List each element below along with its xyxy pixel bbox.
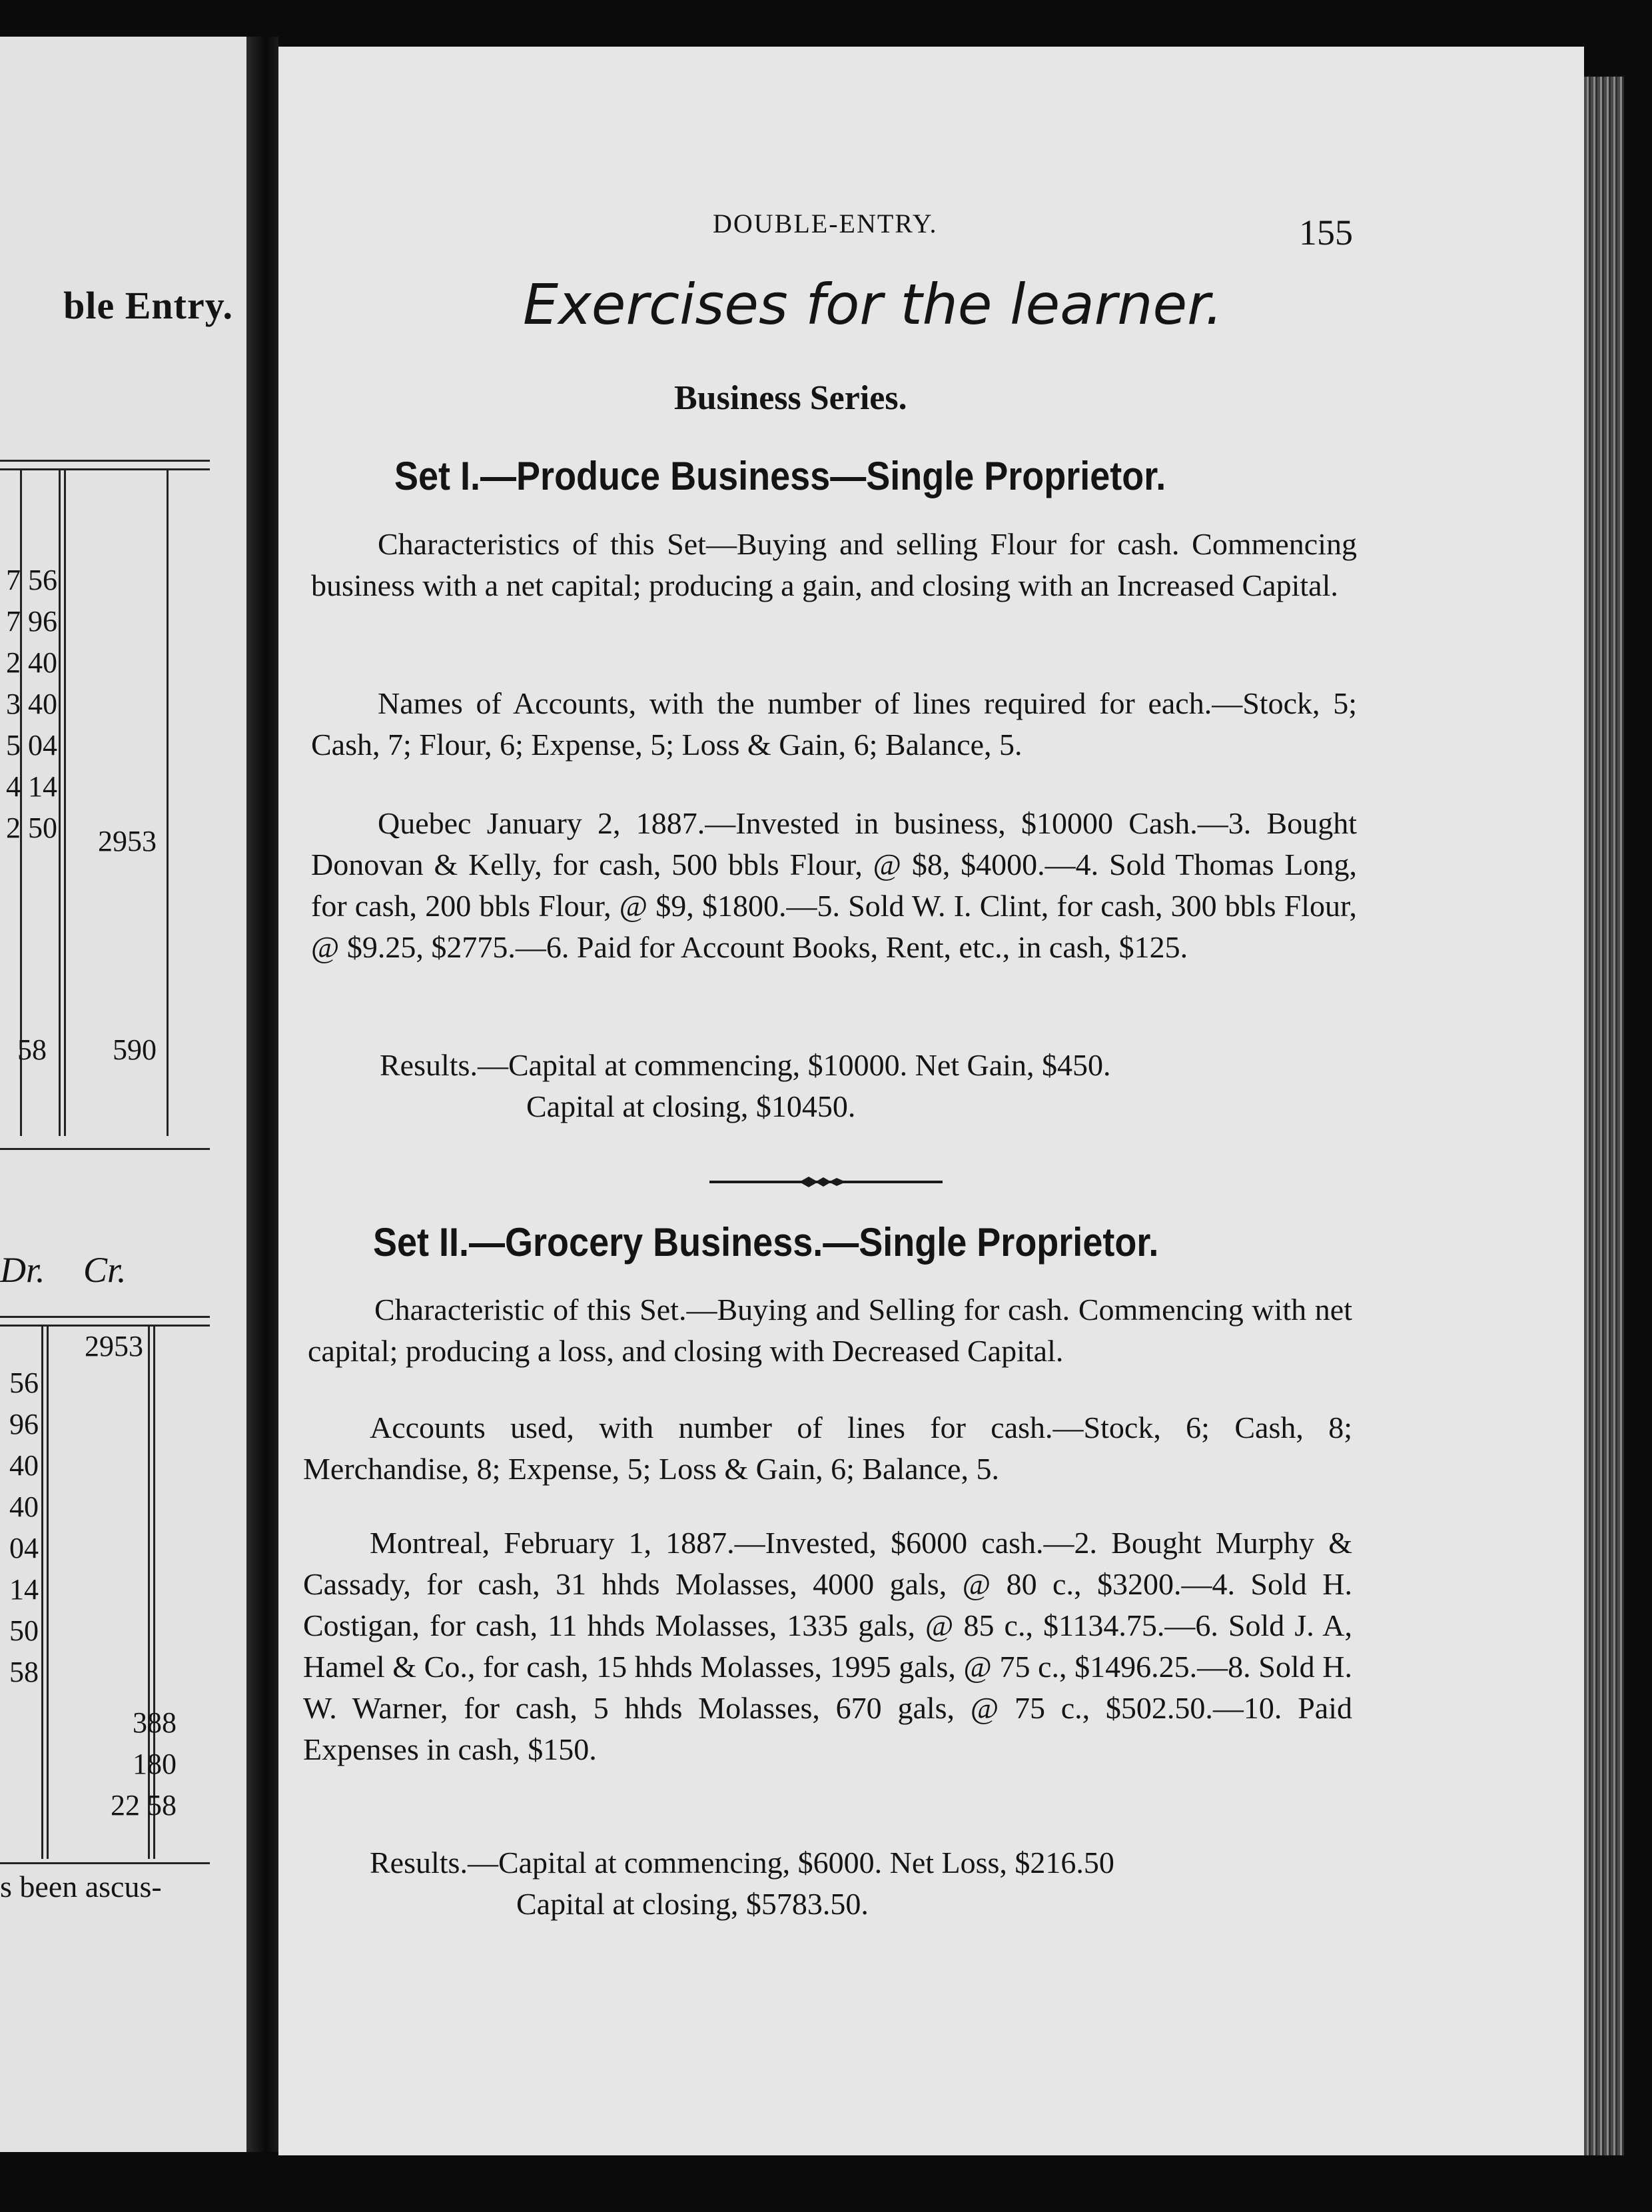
ledger-cell: 58 bbox=[9, 1656, 39, 1688]
ledger-total: 2953 bbox=[98, 825, 157, 857]
set-1-title: Set I.—Produce Business—Single Proprietor. bbox=[394, 454, 1166, 498]
set-2-results bbox=[370, 1842, 1369, 1925]
ledger-cell: 7 56 bbox=[6, 564, 57, 596]
ledger-cell: 3 40 bbox=[6, 688, 57, 720]
ledger-cell: 40 bbox=[9, 1449, 39, 1482]
set-2-accounts bbox=[303, 1407, 1352, 1490]
debit-label: Dr. bbox=[0, 1250, 45, 1290]
exercises-heading: Exercises for the learner. bbox=[523, 272, 1223, 337]
ledger-rule bbox=[0, 1316, 210, 1318]
running-head: DOUBLE-ENTRY. bbox=[713, 209, 938, 239]
ledger-column-line bbox=[47, 1326, 49, 1859]
set-2-title: Set II.—Grocery Business.—Single Proprietor. bbox=[373, 1220, 1159, 1265]
set-1-results bbox=[380, 1045, 1379, 1127]
ledger-column-line bbox=[167, 470, 169, 1136]
ledger-cell: 5 04 bbox=[6, 729, 57, 762]
ledger-cell: 388 bbox=[133, 1706, 177, 1739]
ledger-rule bbox=[0, 468, 210, 470]
ledger-cell: 2 40 bbox=[6, 646, 57, 679]
ledger-rule bbox=[0, 1148, 210, 1150]
results-line: Capital at closing, $5783.50. bbox=[516, 1887, 869, 1921]
paragraph-text: Names of Accounts, with the number of lines required for each.—Stock, 5; Cash, 7; Flour, 6; Expense, 5; Loss & Gain, 6; Balance, 5. bbox=[311, 686, 1357, 762]
ledger-cell: 4 14 bbox=[6, 770, 57, 803]
ledger-cell: 56 bbox=[9, 1367, 39, 1399]
paragraph-text: Montreal, February 1, 1887.—Invested, $6000 cash.—2. Bought Murphy & Cassady, for cash, 31 hhds Molasses, 4000 gals, @ 80 c., $3200.—4. Sold H. Costigan, for cash, 11 hhds Molasses, 1335 gals, @ 85 c., $1134.75.—6. Sold J. A, Hamel & Co., for cash, 15 hhds Molasses, 1995 gals, @ 75 c., $1496.25.—8. Sold H. W. Warner, for cash, 5 hhds Molasses, 670 gals, @ 75 c., $502.50.—10. Paid Expenses in cash, $150. bbox=[303, 1526, 1352, 1766]
ledger-cell: 2 50 bbox=[6, 812, 57, 844]
set-1-characteristics bbox=[311, 524, 1357, 606]
paragraph-text: Quebec January 2, 1887.—Invested in business, $10000 Cash.—3. Bought Donovan & Kelly, for cash, 500 bbls Flour, @ $8, $4000.—4. Sold Thomas Long, for cash, 200 bbls Flour, @ $9, $1800.—5. Sold W. I. Clint, for cash, 300 bbls Flour, @ $9.25, $2775.—6. Paid for Account Books, Rent, etc., in cash, $125. bbox=[311, 806, 1357, 964]
results-line: Results.—Capital at commencing, $10000. Net Gain, $450. bbox=[380, 1048, 1111, 1082]
results-line: Capital at closing, $10450. bbox=[526, 1089, 856, 1123]
ledger-column-line bbox=[64, 470, 66, 1136]
set-1-accounts bbox=[311, 683, 1357, 766]
ledger-cell: 180 bbox=[133, 1748, 177, 1780]
credit-label: Cr. bbox=[83, 1250, 127, 1290]
paragraph-text: Accounts used, with number of lines for cash.—Stock, 6; Cash, 8; Merchandise, 8; Expense, 5; Loss & Gain, 6; Balance, 5. bbox=[303, 1410, 1352, 1486]
left-page-body-text: s been ascus- bbox=[0, 1870, 162, 1904]
set-2-transactions bbox=[303, 1522, 1352, 1770]
ledger-column-b bbox=[0, 1363, 39, 1693]
paragraph-text: Characteristics of this Set—Buying and selling Flour for cash. Commencing business with a net capital; producing a gain, and closing with an Increased Capital. bbox=[311, 527, 1357, 602]
ledger-column-b-right bbox=[50, 1702, 177, 1826]
ledger-cell: 50 bbox=[9, 1614, 39, 1647]
ledger-rule bbox=[0, 1862, 210, 1864]
left-page-fragment bbox=[0, 37, 246, 2152]
set-2-characteristics bbox=[308, 1289, 1352, 1372]
ledger-cell: 2953 bbox=[85, 1330, 143, 1363]
ledger-rule bbox=[0, 460, 210, 462]
results-line: Results.—Capital at commencing, $6000. Net Loss, $216.50 bbox=[370, 1846, 1114, 1880]
ledger-cell: 14 bbox=[9, 1573, 39, 1606]
ledger-cell: 22 58 bbox=[111, 1789, 177, 1822]
ledger-cell: 7 96 bbox=[6, 605, 57, 638]
paragraph-text: Characteristic of this Set.—Buying and Selling for cash. Commencing with net capital; producing a loss, and closing with Decreased Capital. bbox=[308, 1293, 1352, 1368]
set-1-transactions bbox=[311, 803, 1357, 968]
divider-ornament-icon bbox=[799, 1174, 846, 1190]
book-gutter bbox=[246, 37, 278, 2152]
series-heading: Business Series. bbox=[674, 379, 907, 417]
ledger-cell: 58 bbox=[17, 1033, 47, 1066]
ledger-column-line bbox=[59, 470, 61, 1136]
ledger-cell: 40 bbox=[9, 1490, 39, 1523]
ledger-cell: 590 bbox=[113, 1033, 157, 1066]
page-number: 155 bbox=[1299, 213, 1353, 253]
ledger-cell: 04 bbox=[9, 1532, 39, 1564]
page-edges bbox=[1584, 77, 1624, 2155]
ledger-column-line bbox=[41, 1326, 43, 1859]
ledger-column-a bbox=[0, 560, 57, 849]
ledger-cell: 96 bbox=[9, 1408, 39, 1440]
left-page-title: ble Entry. bbox=[63, 284, 233, 327]
